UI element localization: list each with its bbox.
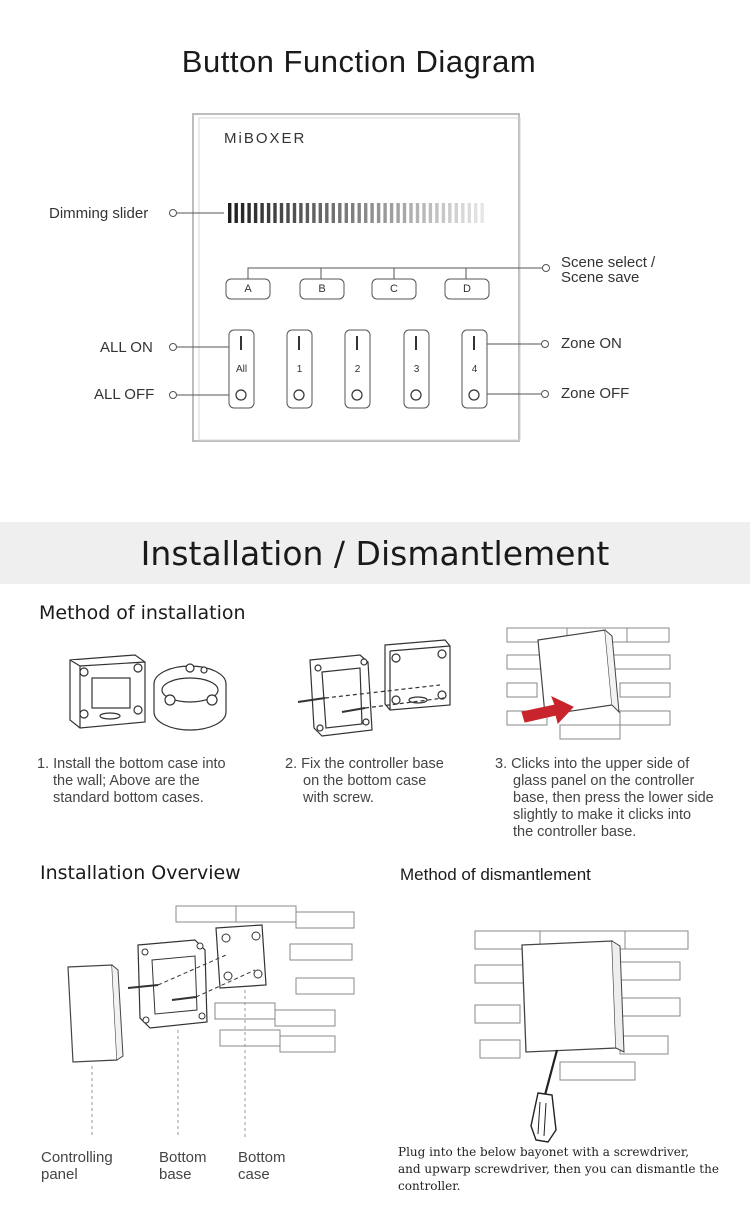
step-3-line-4: slightly to make it clicks into bbox=[513, 807, 692, 823]
method-of-installation-heading: Method of installation bbox=[39, 602, 246, 624]
slider-bar bbox=[260, 203, 263, 223]
controlling-panel-caption-2: panel bbox=[41, 1166, 78, 1183]
slider-bar bbox=[280, 203, 283, 223]
step-2-line-1: 2. Fix the controller base bbox=[285, 756, 444, 772]
slider-bar bbox=[468, 203, 471, 223]
slider-bar bbox=[442, 203, 445, 223]
controller-base-illustration bbox=[298, 640, 450, 736]
slider-bar bbox=[273, 203, 276, 223]
slider-bar bbox=[364, 203, 367, 223]
step-1-line-1: 1. Install the bottom case into bbox=[37, 756, 226, 772]
step-3-line-2: glass panel on the controller bbox=[513, 773, 695, 789]
zone-on-label: Zone ON bbox=[561, 335, 622, 352]
zone-button-2[interactable]: 2 bbox=[354, 364, 361, 375]
zone-button-4[interactable]: 4 bbox=[471, 364, 478, 375]
slider-bar bbox=[293, 203, 296, 223]
step-1-line-2: the wall; Above are the bbox=[53, 773, 200, 789]
scene-select-label: Scene select / bbox=[561, 254, 656, 271]
bottom-case-caption-1: Bottom bbox=[238, 1149, 286, 1166]
installation-title: Installation / Dismantlement bbox=[140, 534, 610, 573]
bottom-case-illustration bbox=[70, 655, 226, 730]
slider-bar bbox=[306, 203, 309, 223]
slider-bar bbox=[481, 203, 484, 223]
wall-panel-illustration bbox=[507, 628, 670, 739]
scene-button-b[interactable]: B bbox=[318, 283, 326, 295]
slider-bar bbox=[383, 203, 386, 223]
slider-bar bbox=[299, 203, 302, 223]
slider-bar bbox=[235, 203, 238, 223]
slider-bar bbox=[358, 203, 361, 223]
scene-save-label: Scene save bbox=[561, 269, 640, 286]
slider-bar bbox=[461, 203, 464, 223]
step-3-line-5: the controller base. bbox=[513, 824, 637, 840]
slider-bar bbox=[435, 203, 438, 223]
slider-bar bbox=[396, 203, 399, 223]
bottom-base-caption-2: base bbox=[159, 1166, 192, 1183]
bottom-base-caption-1: Bottom bbox=[159, 1149, 207, 1166]
slider-bar bbox=[403, 203, 406, 223]
slider-bar bbox=[312, 203, 315, 223]
slider-bar bbox=[448, 203, 451, 223]
step-1-line-3: standard bottom cases. bbox=[53, 790, 204, 806]
diagram-title: Button Function Diagram bbox=[181, 44, 537, 79]
slider-bar bbox=[345, 203, 348, 223]
installation-overview-illustration bbox=[68, 906, 354, 1138]
slider-bar bbox=[332, 203, 335, 223]
slider-bar bbox=[247, 203, 250, 223]
slider-bar bbox=[370, 203, 373, 223]
slider-bar bbox=[409, 203, 412, 223]
step-2-line-2: on the bottom case bbox=[303, 773, 427, 789]
slider-bar bbox=[455, 203, 458, 223]
slider-bar bbox=[319, 203, 322, 223]
controlling-panel-caption-1: Controlling bbox=[41, 1149, 113, 1166]
zone-button-1[interactable]: 1 bbox=[296, 364, 303, 375]
slider-bar bbox=[474, 203, 477, 223]
slider-bar bbox=[254, 203, 257, 223]
slider-bar bbox=[338, 203, 341, 223]
slider-bar bbox=[429, 203, 432, 223]
slider-bar bbox=[416, 203, 419, 223]
slider-bar bbox=[286, 203, 289, 223]
dimming-slider-label: Dimming slider bbox=[49, 205, 149, 222]
step-3-line-3: base, then press the lower side bbox=[513, 790, 714, 806]
slider-bar bbox=[228, 203, 231, 223]
slider-bar bbox=[325, 203, 328, 223]
scene-button-d[interactable]: D bbox=[463, 283, 471, 295]
slider-bar bbox=[267, 203, 270, 223]
zone-off-label: Zone OFF bbox=[561, 385, 630, 402]
zone-button-3[interactable]: 3 bbox=[413, 364, 420, 375]
slider-bar bbox=[422, 203, 425, 223]
slider-bar bbox=[377, 203, 380, 223]
dismantle-note-line-2: and upwarp screwdriver, then you can dismantle the controller. bbox=[398, 1162, 719, 1193]
slider-bar bbox=[390, 203, 393, 223]
slider-bar bbox=[241, 203, 244, 223]
all-on-label: ALL ON bbox=[100, 339, 153, 356]
method-of-dismantlement-heading: Method of dismantlement bbox=[400, 865, 591, 884]
scene-button-c[interactable]: C bbox=[390, 283, 398, 295]
all-off-label: ALL OFF bbox=[94, 386, 155, 403]
step-2-line-3: with screw. bbox=[303, 790, 374, 806]
dismantle-illustration bbox=[475, 931, 688, 1142]
scene-button-a[interactable]: A bbox=[244, 283, 252, 295]
installation-overview-heading: Installation Overview bbox=[40, 862, 241, 884]
dismantle-note-line-1: Plug into the below bayonet with a screwdriver, bbox=[398, 1145, 690, 1159]
step-3-line-1: 3. Clicks into the upper side of bbox=[495, 756, 690, 772]
bottom-case-caption-2: case bbox=[238, 1166, 270, 1183]
slider-bar bbox=[351, 203, 354, 223]
zone-button-all[interactable]: All bbox=[235, 364, 248, 375]
brand-logo: MiBOXER bbox=[224, 130, 307, 147]
